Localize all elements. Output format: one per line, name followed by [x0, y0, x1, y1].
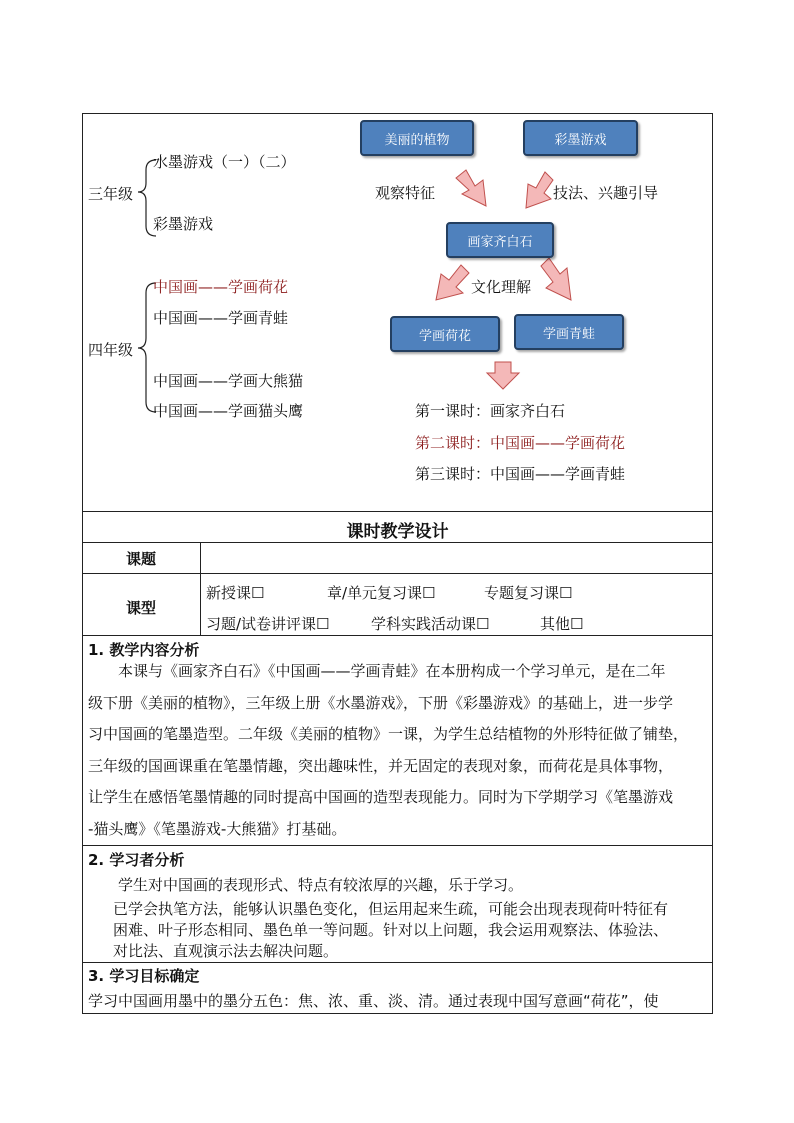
arrow-down-right-2	[541, 258, 571, 300]
flow-box-frog: 学画青蛙	[514, 314, 624, 350]
lesson-item: 第三课时：中国画——学画青蛙	[415, 465, 626, 483]
body-line: 级下册《美丽的植物》，三年级上册《水墨游戏》，下册《彩墨游戏》的基础上，进一步学	[88, 693, 674, 712]
arrow-down-left-2	[436, 265, 469, 300]
body-line: 对比法、直观演示法去解决问题。	[113, 942, 339, 960]
section1-body	[88, 656, 708, 845]
grade3-item: 彩墨游戏	[153, 215, 214, 233]
grade4-item: 中国画——学画猫头鹰	[153, 402, 304, 420]
grade3-label: 三年级	[88, 185, 134, 203]
body-line: 已学会执笔方法，能够认识墨色变化，但运用起来生疏，可能会出现表现荷叶特征有	[113, 900, 669, 918]
flow-box-painter: 画家齐白石	[446, 222, 554, 258]
body-line: 困难、叶子形态相同、墨色单一等问题。针对以上问题，我会运用观察法、体验法、	[113, 921, 669, 939]
grade4-item-highlight: 中国画——学画荷花	[153, 278, 289, 296]
type-label: 课型	[125, 599, 156, 617]
lesson-item-highlight: 第二课时：中国画——学画荷花	[415, 434, 626, 452]
flow-box-lotus: 学画荷花	[390, 316, 500, 352]
body-line: 习中国画的笔墨造型。二年级《美丽的植物》一课，为学生总结植物的外形特征做了铺垫，	[88, 725, 689, 743]
section1-heading: 1. 教学内容分析	[88, 641, 200, 659]
flow-box-plants: 美丽的植物	[360, 120, 474, 156]
topic-label: 课题	[125, 550, 156, 568]
section3-line: 学习中国画用墨中的墨分五色：焦、浓、重、淡、清。通过表现中国写意画“荷花”，使	[88, 992, 659, 1010]
arrow-down-left-1	[526, 172, 553, 208]
design-title: 课时教学设计	[346, 522, 449, 542]
arrow-down-right-1	[456, 170, 486, 206]
flow-label-technique: 技法、兴趣引导	[553, 184, 659, 202]
section2-line: 学生对中国画的表现形式、特点有较浓厚的兴趣，乐于学习。	[118, 876, 524, 894]
lesson-item: 第一课时：画家齐白石	[415, 402, 566, 420]
body-line: 三年级的国画课重在笔墨情趣，突出趣味性，并无固定的表现对象，而荷花是具体事物，	[88, 756, 674, 775]
grade4-item: 中国画——学画大熊猫	[153, 372, 304, 390]
flow-label-observe: 观察特征	[375, 184, 436, 202]
type-option-practice[interactable]: 学科实践活动课☐	[371, 615, 490, 633]
grade4-item: 中国画——学画青蛙	[153, 309, 289, 327]
type-option-topic-review[interactable]: 专题复习课☐	[484, 584, 573, 602]
section3-heading: 3. 学习目标确定	[88, 967, 200, 985]
flow-label-culture: 文化理解	[471, 278, 532, 296]
body-line: 让学生在感悟笔墨情趣的同时提高中国画的造型表现能力。同时为下学期学习《笔墨游戏	[88, 788, 674, 806]
grade4-label: 四年级	[88, 341, 134, 359]
type-option-exercise[interactable]: 习题/试卷讲评课☐	[206, 615, 330, 633]
type-option-other[interactable]: 其他☐	[540, 615, 584, 633]
flow-box-ink-game: 彩墨游戏	[523, 120, 638, 156]
type-option-unit-review[interactable]: 章/单元复习课☐	[327, 584, 436, 602]
section2-heading: 2. 学习者分析	[88, 851, 185, 869]
body-line: 本课与《画家齐白石》《中国画——学画青蛙》在本册构成一个学习单元，是在二年	[118, 662, 666, 680]
type-option-new[interactable]: 新授课☐	[206, 584, 265, 602]
bracket-grade4	[138, 283, 156, 412]
grade3-item: 水墨游戏（一）（二）	[153, 153, 296, 171]
section2-body	[113, 899, 708, 962]
arrow-down-big	[487, 362, 519, 389]
body-line: -猫头鹰》《笔墨游戏-大熊猫》打基础。	[88, 819, 347, 838]
